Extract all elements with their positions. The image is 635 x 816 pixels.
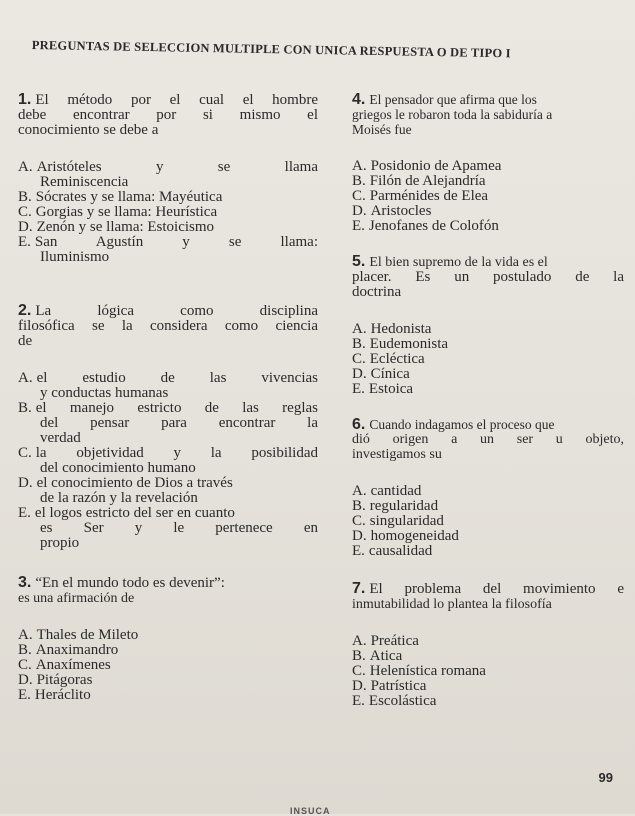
option-6e[interactable]: E. causalidad xyxy=(352,543,433,559)
option-3a[interactable]: A. Thales de Mileto xyxy=(18,627,139,643)
question-3-options xyxy=(18,628,318,703)
option-7a[interactable]: A. Preática xyxy=(352,633,419,649)
question-7-number: 7. xyxy=(352,580,366,597)
question-4-options xyxy=(352,159,624,234)
question-5-stem-line: placer. Es un postulado de la xyxy=(352,269,624,285)
option-6d[interactable]: D. homogeneidad xyxy=(352,528,459,544)
question-2-stem-line: de xyxy=(18,333,33,349)
question-2-stem-line: 2. La lógica como disciplina xyxy=(18,302,318,319)
option-2c[interactable]: C. la objetividad y la posibilidad del conocimiento humano xyxy=(18,445,318,476)
option-1b[interactable]: B. Sócrates y se llama: Mayéutica xyxy=(18,189,223,205)
question-2-stem-line: filosófica se la considera como ciencia xyxy=(18,318,318,334)
option-7b[interactable]: B. Atica xyxy=(352,648,403,664)
question-6 xyxy=(352,417,624,559)
question-1 xyxy=(18,92,318,265)
option-1a[interactable]: A. Aristóteles y se llama Reminiscencia xyxy=(18,159,318,190)
question-4-stem-line: griegos le robaron toda la sabiduría a xyxy=(352,107,553,122)
question-5-stem-line: doctrina xyxy=(352,284,402,300)
option-6b[interactable]: B. regularidad xyxy=(352,498,439,514)
question-5-number: 5. xyxy=(352,253,366,270)
option-2d[interactable]: D. el conocimiento de Dios a través de la razón y la revelación xyxy=(18,475,233,506)
option-3b[interactable]: B. Anaximandro xyxy=(18,642,119,658)
question-4 xyxy=(352,92,624,234)
left-column xyxy=(18,92,318,703)
question-3-stem-line: es una afirmación de xyxy=(18,591,135,606)
question-5 xyxy=(352,254,624,397)
option-6a[interactable]: A. cantidad xyxy=(352,483,422,499)
option-5e[interactable]: E. Estoica xyxy=(352,381,414,397)
question-1-stem-line: debe encontrar por si mismo el xyxy=(18,107,318,123)
option-3e[interactable]: E. Heráclito xyxy=(18,687,91,703)
option-2b[interactable]: B. el manejo estricto de las reglas del pensar para encontrar la verdad xyxy=(18,400,318,446)
option-5a[interactable]: A. Hedonista xyxy=(352,321,432,337)
question-6-stem-line: dió origen a un ser u objeto, xyxy=(352,432,624,447)
footer-brand: INSUCA xyxy=(290,806,331,816)
page-number: 99 xyxy=(598,770,613,785)
question-7-stem-line: 7. El problema del movimiento e xyxy=(352,580,624,597)
question-3-number: 3. xyxy=(18,574,32,591)
option-3c[interactable]: C. Anaxímenes xyxy=(18,657,111,673)
question-4-stem-line: Moisés fue xyxy=(352,122,412,137)
option-5b[interactable]: B. Eudemonista xyxy=(352,336,449,352)
option-6c[interactable]: C. singularidad xyxy=(352,513,444,529)
question-7-stem-line: inmutabilidad lo plantea la filosofía xyxy=(352,597,552,612)
question-5-stem-line: 5. El bien supremo de la vida es el xyxy=(352,253,548,270)
option-4c[interactable]: C. Parménides de Elea xyxy=(352,188,489,204)
option-5c[interactable]: C. Ecléctica xyxy=(352,351,425,367)
option-4e[interactable]: E. Jenofanes de Colofón xyxy=(352,218,499,234)
option-7e[interactable]: E. Escolástica xyxy=(352,693,437,709)
option-5d[interactable]: D. Cínica xyxy=(352,366,410,382)
option-2e[interactable]: E. el logos estricto del ser en cuanto es Ser y le pertenece en propio xyxy=(18,505,318,551)
option-4a[interactable]: A. Posidonio de Apamea xyxy=(352,158,502,174)
question-6-number: 6. xyxy=(352,416,366,433)
question-1-options xyxy=(18,160,318,265)
option-2a[interactable]: A. el estudio de las vivencias y conductas humanas xyxy=(18,370,318,401)
option-1d[interactable]: D. Zenón y se llama: Estoicismo xyxy=(18,219,215,235)
question-7-options xyxy=(352,634,624,709)
option-7c[interactable]: C. Helenística romana xyxy=(352,663,486,679)
question-4-stem-line: 4. El pensador que afirma que los xyxy=(352,91,537,108)
question-2 xyxy=(18,303,318,551)
question-1-stem-line: conocimiento se debe a xyxy=(18,122,159,138)
question-6-stem-line: investigamos su xyxy=(352,447,442,462)
option-7d[interactable]: D. Patrística xyxy=(352,678,427,694)
page-title: PREGUNTAS DE SELECCION MULTIPLE CON UNICA RESPUESTA O DE TIPO I xyxy=(31,38,511,61)
question-6-options xyxy=(352,484,624,559)
question-5-options xyxy=(352,322,624,397)
question-7 xyxy=(352,581,624,709)
question-4-number: 4. xyxy=(352,91,366,108)
question-2-options xyxy=(18,371,318,551)
question-3-stem-line: 3. “En el mundo todo es devenir”: xyxy=(18,574,225,591)
right-column xyxy=(352,92,624,709)
question-2-number: 2. xyxy=(18,302,32,319)
option-4d[interactable]: D. Aristocles xyxy=(352,203,432,219)
question-6-stem-line: 6. Cuando indagamos el proceso que xyxy=(352,416,555,433)
question-1-number: 1. xyxy=(18,91,32,108)
option-1e[interactable]: E. San Agustín y se llama: Iluminismo xyxy=(18,234,318,265)
question-1-stem-line: 1. El método por el cual el hombre xyxy=(18,91,318,108)
question-3 xyxy=(18,575,318,703)
option-3d[interactable]: D. Pitágoras xyxy=(18,672,93,688)
option-1c[interactable]: C. Gorgias y se llama: Heurística xyxy=(18,204,218,220)
option-4b[interactable]: B. Filón de Alejandría xyxy=(352,173,486,189)
